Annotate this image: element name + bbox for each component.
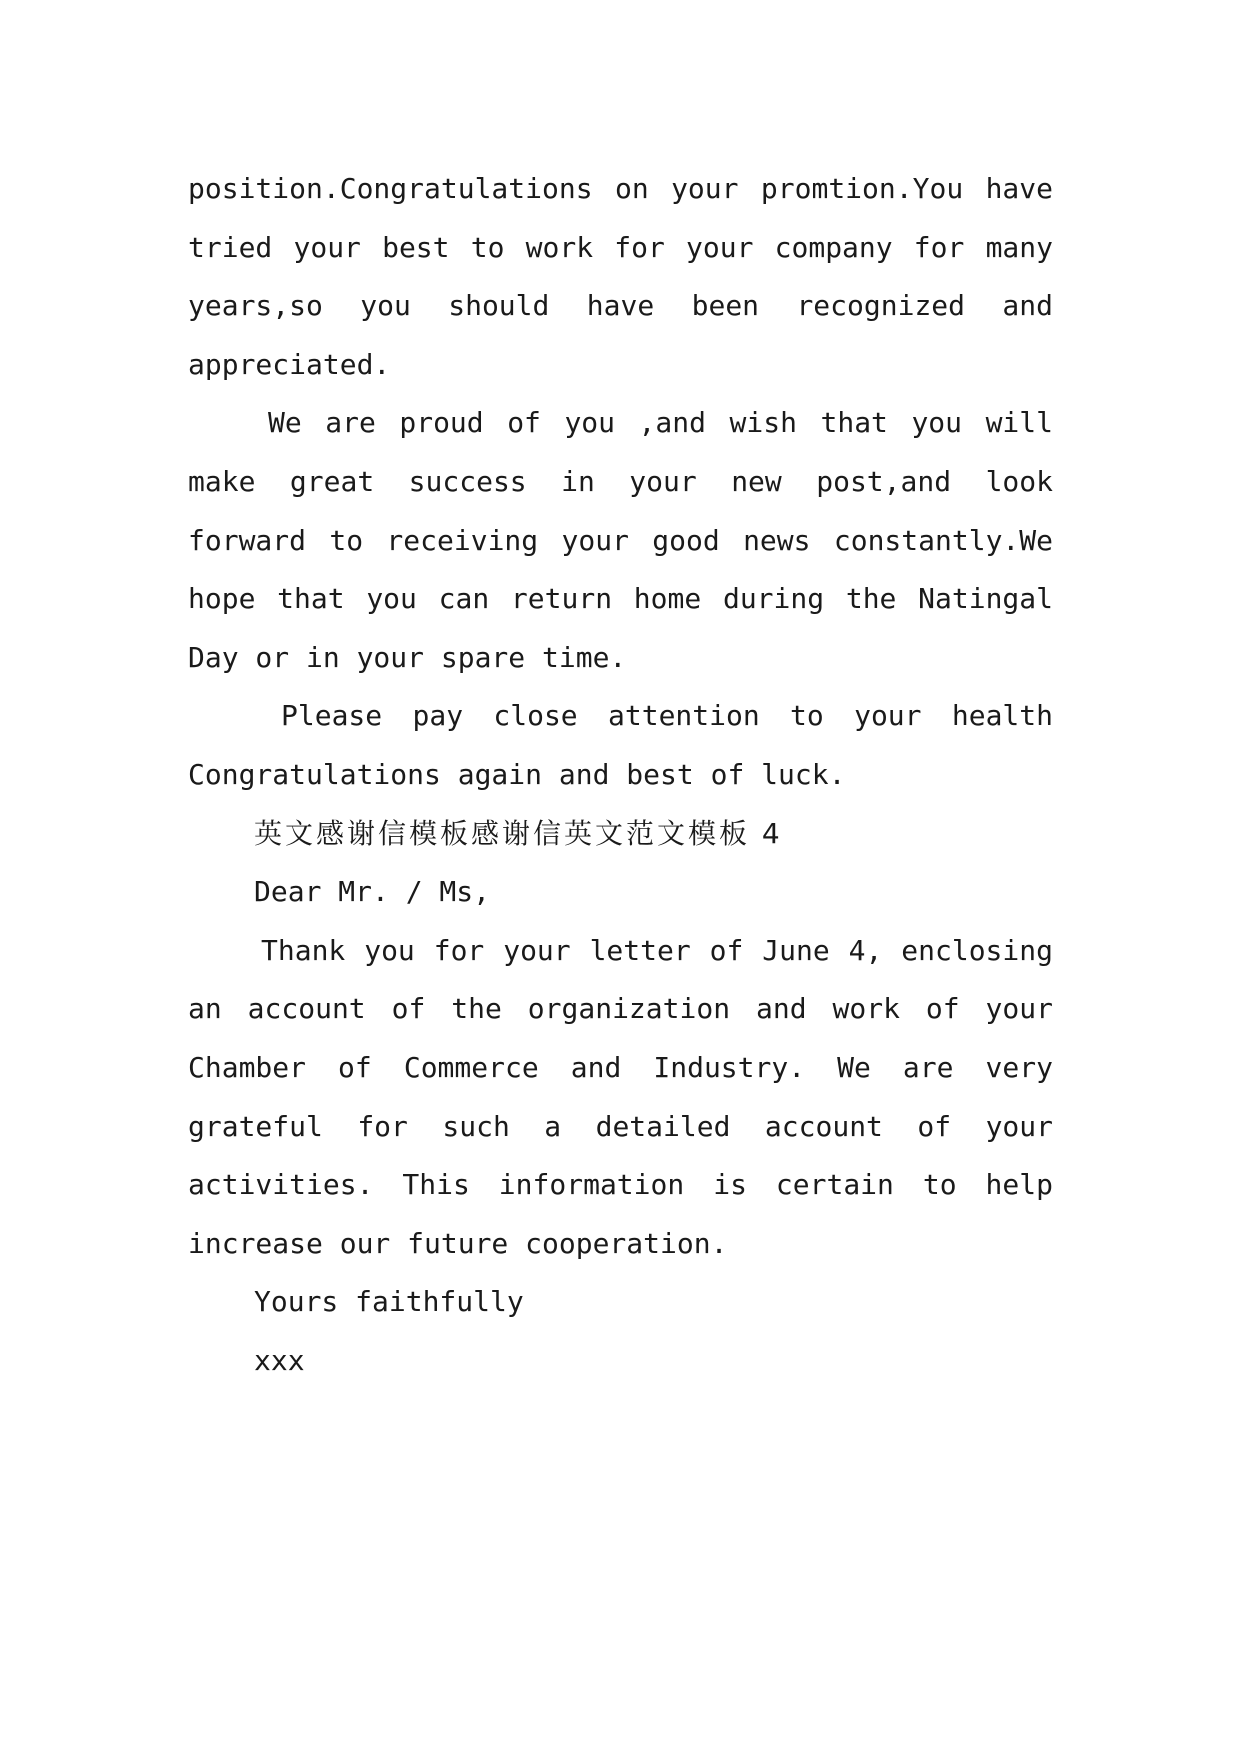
letter-line: activities. This information is certain to help <box>188 1168 1053 1202</box>
paragraph-line: Congratulations again and best of luck. <box>188 757 846 791</box>
section-heading: 英文感谢信模板感谢信英文范文模板 4 <box>254 816 783 850</box>
paragraph-line: forward to receiving your good news constantly.We <box>188 523 1053 557</box>
paragraph-line: Day or in your spare time. <box>188 640 627 674</box>
letter-line: Thank you for your letter of June 4, enclosing <box>261 933 1053 967</box>
paragraph-line: appreciated. <box>188 347 391 381</box>
letter-line: grateful for such a detailed account of your <box>188 1109 1053 1143</box>
paragraph-line: We are proud of you ,and wish that you will <box>268 406 1053 440</box>
salutation: Dear Mr. / Ms, <box>254 875 491 909</box>
letter-line: Chamber of Commerce and Industry. We are very <box>188 1050 1053 1084</box>
paragraph-line: Please pay close attention to your health <box>281 699 1053 733</box>
paragraph-line: hope that you can return home during the Natingal <box>188 582 1053 616</box>
document-body <box>188 160 1053 1390</box>
paragraph-line: tried your best to work for your company for many <box>188 230 1053 264</box>
letter-line: an account of the organization and work of your <box>188 992 1053 1026</box>
paragraph-line: years,so you should have been recognized and <box>188 289 1053 323</box>
letter-line: increase our future cooperation. <box>188 1226 728 1260</box>
closing: Yours faithfully <box>254 1285 524 1319</box>
paragraph-line: position.Congratulations on your promtion.You have <box>188 172 1053 205</box>
signature: xxx <box>254 1343 305 1377</box>
paragraph-line: make great success in your new post,and look <box>188 464 1053 498</box>
